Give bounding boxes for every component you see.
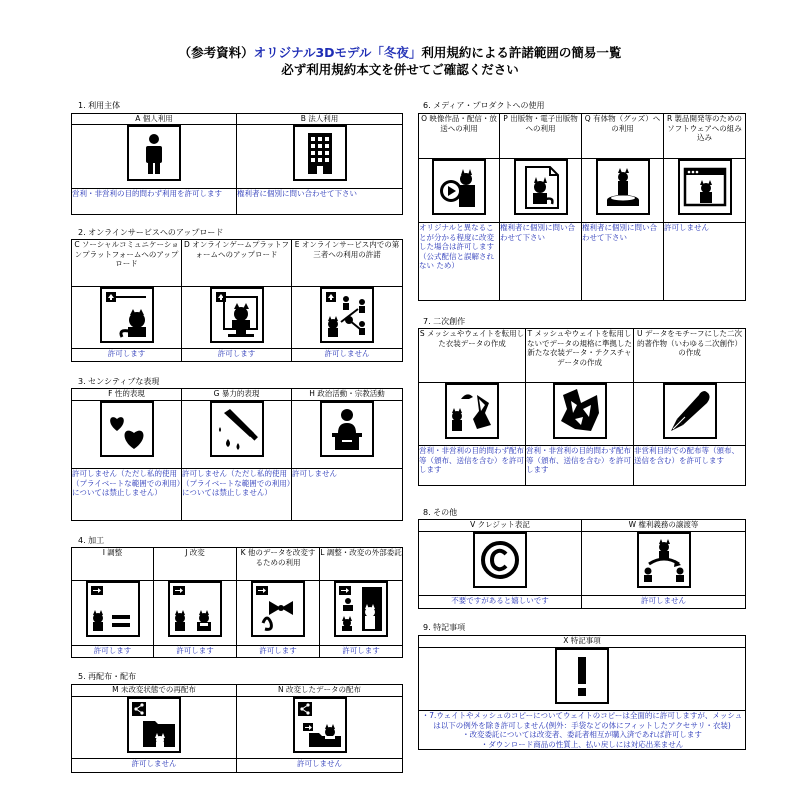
- item-l-header: L 調整・改変の外部委託: [320, 548, 403, 581]
- item-p-header: P 出版物・電子出版物への利用: [500, 114, 582, 159]
- item-q-permission: 権利者に個別に問い合わせて下さい: [582, 223, 664, 301]
- upload-share-icon: [320, 287, 374, 343]
- item-r-permission: 許可しません: [664, 223, 746, 301]
- special-note: ・改変委託については改変者、委託者相互が購入済であれば許可します: [462, 730, 702, 739]
- item-a-header: A 個人利用: [72, 114, 237, 125]
- upload-game-icon: [210, 287, 264, 343]
- title-subline: 必ず利用規約本文を併せてご確認ください: [281, 62, 519, 77]
- item-s-permission: 営利・非営利の目的問わず配布等（頒布、送信を含む）を許可します: [419, 446, 526, 486]
- item-c-permission: 許可します: [72, 349, 182, 362]
- item-o-permission: オリジナルと異なることが分かる程度に改変した場合は許可します（公式配信と誤解されない ため）: [419, 223, 500, 301]
- special-note: ・7.ウェイトやメッシュのコピーについてウェイトのコピーは全面的に許可しますが、メッシュは以下の例外を除き許可しません(例外：手袋などの体にフィットしたアクセサリ・衣装): [421, 711, 743, 730]
- book-icon: [514, 159, 568, 215]
- pen-icon: [663, 383, 717, 439]
- item-w-header: W 権利義務の譲渡等: [582, 520, 746, 532]
- item-t-header: T メッシュやウェイトを転用しないでデータの規格に準拠した新たな衣装データ・テクスチャデータの作成: [526, 329, 634, 383]
- fabric-icon: [553, 383, 607, 439]
- section-6-table: [418, 113, 746, 301]
- item-s-header: S メッシュやウェイトを転用した衣装データの作成: [419, 329, 526, 383]
- section-2-table: [71, 239, 403, 362]
- item-u-header: U データをモチーフにした二次的著作物（いわゆる二次創作）の作成: [634, 329, 746, 383]
- video-icon: [432, 159, 486, 215]
- adjust-icon: [86, 581, 140, 637]
- page-title: [0, 44, 800, 78]
- special-note: ・ダウンロード商品の性質上、払い戻しには対応出来ません: [480, 739, 684, 749]
- item-m-header: M 未改変状態での再配布: [72, 685, 237, 697]
- section-title-9: 9. 特記事項: [423, 623, 466, 632]
- share-modified-icon: [293, 697, 347, 753]
- item-x-header: X 特記事項: [419, 636, 746, 648]
- section-4-table: [71, 547, 403, 658]
- item-e-header: E オンラインサービス内での第三者への利用の許諾: [292, 240, 403, 287]
- item-a-permission: 営利・非営利の目的問わず利用を許可します: [72, 189, 237, 215]
- title-suffix: 利用規約による許諾範囲の簡易一覧: [421, 45, 622, 60]
- item-f-header: F 性的表現: [72, 389, 182, 401]
- item-v-header: V クレジット表記: [419, 520, 582, 532]
- item-c-header: C ソーシャルコミュニケーションプラットフォームへのアップロード: [72, 240, 182, 287]
- section-title-6: 6. メディア・プロダクトへの使用: [423, 101, 545, 110]
- item-n-header: N 改変したデータの配布: [237, 685, 403, 697]
- title-prefix: （参考資料）: [178, 45, 254, 60]
- person-icon: [127, 125, 181, 181]
- item-d-permission: 許可します: [182, 349, 292, 362]
- share-folder-icon: [127, 697, 181, 753]
- item-i-header: I 調整: [72, 548, 154, 581]
- modify-icon: [168, 581, 222, 637]
- section-title-1: 1. 利用主体: [78, 101, 121, 110]
- bow-icon: [251, 581, 305, 637]
- item-t-permission: 営利・非営利の目的問わず配布等（頒布、送信を含む）を許可します: [526, 446, 634, 486]
- transfer-icon: [637, 532, 691, 588]
- item-g-permission: 許可しません（ただし私的使用（プライベートな範囲での利用）については禁止しません）: [182, 469, 292, 521]
- copyright-icon: [473, 532, 527, 588]
- software-icon: [678, 159, 732, 215]
- item-k-header: K 他のデータを改変するための利用: [237, 548, 320, 581]
- item-b-permission: 権利者に個別に問い合わせて下さい: [237, 189, 403, 215]
- section-3-table: [71, 388, 403, 521]
- hearts-icon: [100, 401, 154, 457]
- item-p-permission: 権利者に個別に問い合わせて下さい: [500, 223, 582, 301]
- item-v-permission: 不要ですがあると嬉しいです: [419, 596, 582, 609]
- item-g-header: G 暴力的表現: [182, 389, 292, 401]
- item-b-header: B 法人利用: [237, 114, 403, 125]
- section-title-2: 2. オンラインサービスへのアップロード: [78, 228, 224, 237]
- section-9-table: [418, 635, 746, 750]
- section-8-table: [418, 519, 746, 609]
- item-h-permission: 許可しません: [292, 469, 403, 521]
- item-q-header: Q 有体物（グッズ）への利用: [582, 114, 664, 159]
- section-title-7: 7. 二次創作: [423, 317, 466, 326]
- section-5-table: [71, 684, 403, 773]
- item-e-permission: 許可しません: [292, 349, 403, 362]
- item-k-permission: 許可します: [237, 646, 320, 658]
- section-title-4: 4. 加工: [78, 536, 105, 545]
- knife-icon: [210, 401, 264, 457]
- exclamation-icon: [555, 648, 609, 704]
- item-j-header: J 改変: [154, 548, 237, 581]
- item-f-permission: 許可しません（ただし私的使用（プライベートな範囲での利用）については禁止しません）: [72, 469, 182, 521]
- item-h-header: H 政治活動・宗教活動: [292, 389, 403, 401]
- item-d-header: D オンラインゲームプラットフォームへのアップロード: [182, 240, 292, 287]
- item-n-permission: 許可しません: [237, 759, 403, 773]
- figure-icon: [596, 159, 650, 215]
- outsource-icon: [334, 581, 388, 637]
- costume-icon: [445, 383, 499, 439]
- upload-social-icon: [100, 287, 154, 343]
- section-title-8: 8. その他: [423, 508, 458, 517]
- item-l-permission: 許可します: [320, 646, 403, 658]
- item-o-header: O 映像作品・配信・放送への利用: [419, 114, 500, 159]
- item-r-header: R 製品開発等のためのソフトウェアへの組み込み: [664, 114, 746, 159]
- section-1-table: [71, 113, 403, 215]
- section-7-table: [418, 328, 746, 486]
- title-brand: オリジナル3Dモデル「冬夜」: [253, 45, 422, 60]
- item-u-permission: 非営利目的での配布等（頒布、送信を含む）を許可します: [634, 446, 746, 486]
- section-title-5: 5. 再配布・配布: [78, 672, 137, 681]
- item-j-permission: 許可します: [154, 646, 237, 658]
- item-w-permission: 許可しません: [582, 596, 746, 609]
- item-m-permission: 許可しません: [72, 759, 237, 773]
- section-title-3: 3. センシティブな表現: [78, 377, 160, 386]
- podium-icon: [320, 401, 374, 457]
- building-icon: [293, 125, 347, 181]
- item-i-permission: 許可します: [72, 646, 154, 658]
- special-notes: [419, 711, 746, 750]
